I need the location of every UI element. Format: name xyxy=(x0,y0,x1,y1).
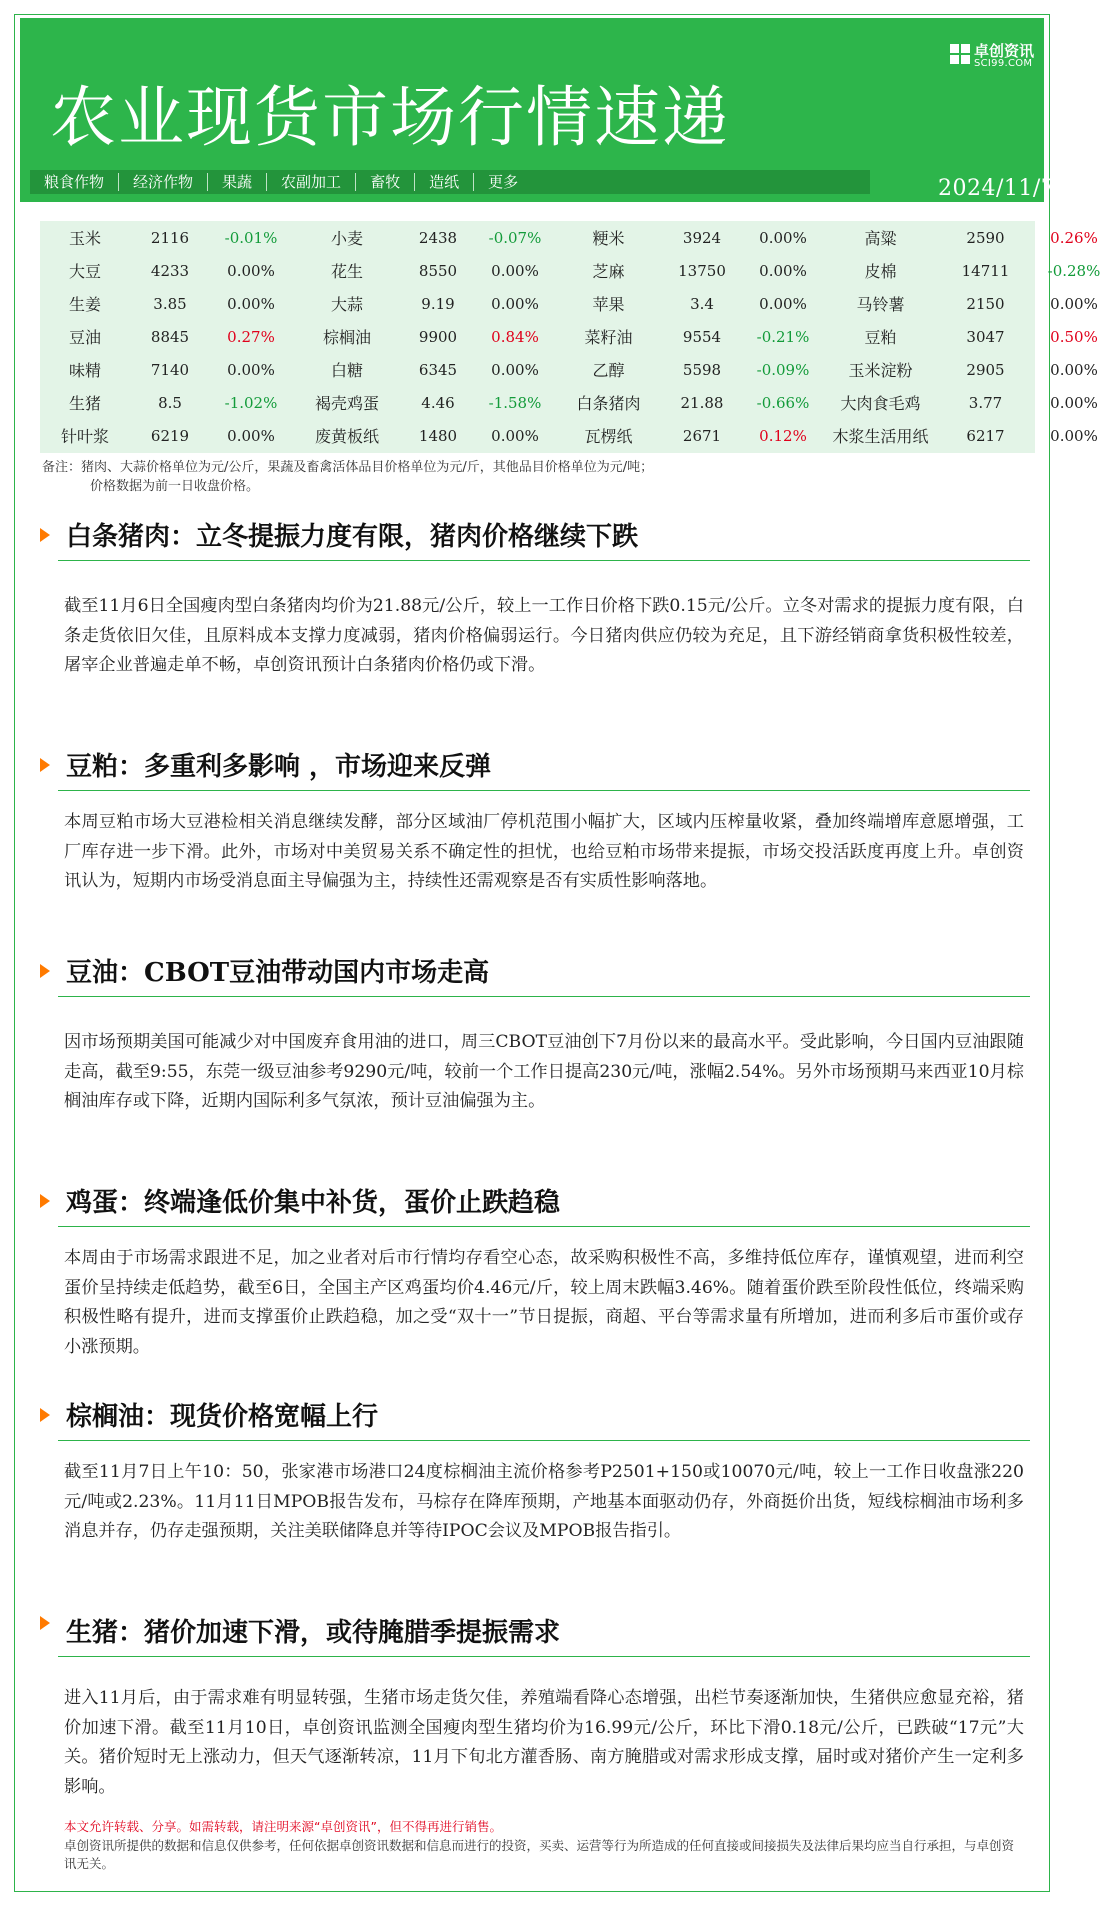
commodity-change: 0.00% xyxy=(759,294,807,313)
commodity-change: 0.84% xyxy=(491,327,539,346)
section-divider xyxy=(58,1226,1030,1227)
report-date: 2024/11/7 xyxy=(938,176,1056,201)
commodity-change: -0.07% xyxy=(488,228,542,247)
nav-item-grain[interactable]: 粮食作物 xyxy=(30,173,119,191)
commodity-price: 9900 xyxy=(418,327,458,346)
section-body: 因市场预期美国可能减少对中国废弃食用油的进口，周三CBOT豆油创下7月份以来的最高水平。受此影响，今日国内豆油跟随走高，截至9:55，东莞一级豆油参考9290元/吨，较前一个工作日提高230元/吨，涨幅2.54%。另外市场预期马来西亚10月棕榈油库存或下降，近期内国际利多气氛浓，预计豆油偏强为主。 xyxy=(64,1032,1024,1111)
price-table xyxy=(40,221,1101,453)
commodity-name: 玉米淀粉 xyxy=(848,361,913,380)
table-row xyxy=(40,287,1115,320)
commodity-price: 8845 xyxy=(150,327,190,346)
table-row xyxy=(40,254,1115,287)
commodity-change: 0.00% xyxy=(491,294,539,313)
commodity-price: 5598 xyxy=(682,360,722,379)
commodity-name: 瓦楞纸 xyxy=(584,427,633,446)
section-divider xyxy=(58,560,1030,561)
commodity-price: 21.88 xyxy=(680,393,724,412)
commodity-price: 8.5 xyxy=(158,393,182,412)
commodity-change: -1.02% xyxy=(224,393,278,412)
commodity-change: 0.00% xyxy=(1050,294,1098,313)
commodity-name: 褐壳鸡蛋 xyxy=(314,394,379,413)
disclaimer-line-1: 本文允许转载、分享。如需转载，请注明来源“卓创资讯”，但不得再进行销售。 xyxy=(64,1819,502,1834)
commodity-price: 3.85 xyxy=(153,294,187,313)
commodity-name: 木浆生活用纸 xyxy=(832,427,929,446)
commodity-change: 0.00% xyxy=(1050,360,1098,379)
commodity-change: 0.00% xyxy=(1050,393,1098,412)
commodity-name: 高粱 xyxy=(864,229,897,248)
commodity-change: 0.00% xyxy=(491,360,539,379)
commodity-name: 菜籽油 xyxy=(584,328,633,347)
disclaimer-line-2: 卓创资讯所提供的数据和信息仅供参考，任何依据卓创资讯数据和信息而进行的投资，买卖、运营等行为所造成的任何直接或间接损失及法律后果均应当自行承担，与卓创资讯无关。 xyxy=(64,1837,1015,1871)
section-marker-icon xyxy=(40,1194,50,1208)
commodity-price: 6219 xyxy=(150,426,190,445)
commodity-name: 味精 xyxy=(68,361,101,380)
commodity-change: 0.00% xyxy=(1050,426,1098,445)
commodity-name: 乙醇 xyxy=(592,361,625,380)
section-divider xyxy=(58,1440,1030,1441)
commodity-change: 0.00% xyxy=(491,426,539,445)
commodity-price: 6345 xyxy=(418,360,458,379)
section-body: 本周由于市场需求跟进不足，加之业者对后市行情均存看空心态，故采购积极性不高，多维持低位库存，谨慎观望，进而利空蛋价呈持续走低趋势，截至6日，全国主产区鸡蛋均价4.46元/斤，较上周末跌幅3.46%。随着蛋价跌至阶段性低位，终端采购积极性略有提升，进而支撑蛋价止跌趋稳，加之受“双十一”节日提振，商超、平台等需求量有所增加，进而利多后市蛋价或存小涨预期。 xyxy=(64,1248,1024,1357)
section-title: 豆油：CBOT豆油带动国内市场走高 xyxy=(66,958,490,988)
commodity-name: 皮棉 xyxy=(864,262,897,281)
table-row xyxy=(40,221,1115,254)
commodity-price: 2150 xyxy=(966,294,1005,313)
table-row xyxy=(40,386,1115,419)
commodity-price: 2905 xyxy=(966,360,1005,379)
commodity-price: 14711 xyxy=(961,261,1010,280)
section-divider xyxy=(58,790,1030,791)
section-title: 豆粕：多重利多影响 ，市场迎来反弹 xyxy=(66,752,492,782)
commodity-change: -0.66% xyxy=(756,393,810,412)
section-body: 进入11月后，由于需求难有明显转强，生猪市场走货欠佳，养殖端看降心态增强，出栏节奏逐渐加快，生猪供应愈显充裕，猪价加速下滑。截至11月10日，卓创资讯监测全国瘦肉型生猪均价为16.99元/公斤，环比下滑0.18元/公斤，已跌破“17元”大关。猪价短时无上涨动力，但天气逐渐转凉，11月下旬北方灌香肠、南方腌腊或对需求形成支撑，届时或对猪价产生一定利多影响。 xyxy=(64,1688,1024,1797)
commodity-change: 0.50% xyxy=(1050,327,1098,346)
note-line-2: 价格数据为前一日收盘价格。 xyxy=(90,479,260,494)
commodity-price: 9.19 xyxy=(421,294,455,313)
commodity-name: 废黄板纸 xyxy=(314,427,379,446)
commodity-name: 大豆 xyxy=(68,262,101,281)
section-body: 本周豆粕市场大豆港检相关消息继续发酵，部分区域油厂停机范围小幅扩大，区域内压榨量收紧，叠加终端增库意愿增强，工厂库存进一步下滑。此外，市场对中美贸易关系不确定性的担忧，也给豆粕市场带来提振，市场交投活跃度再度上升。卓创资讯认为，短期内市场受消息面主导偏强为主，持续性还需观察是否有实质性影响落地。 xyxy=(64,812,1024,891)
commodity-name: 苹果 xyxy=(592,295,625,314)
commodity-price: 3.77 xyxy=(968,393,1003,412)
commodity-change: 0.00% xyxy=(227,294,275,313)
commodity-change: 0.27% xyxy=(227,327,275,346)
commodity-name: 芝麻 xyxy=(592,262,625,281)
section-marker-icon xyxy=(40,964,50,978)
commodity-change: 0.00% xyxy=(759,261,807,280)
commodity-price: 2116 xyxy=(150,228,190,247)
commodity-price: 2590 xyxy=(966,228,1005,247)
commodity-name: 白糖 xyxy=(330,361,363,380)
section-title: 鸡蛋：终端逢低价集中补货，蛋价止跌趋稳 xyxy=(66,1188,561,1218)
category-nav xyxy=(30,170,870,194)
commodity-name: 马铃薯 xyxy=(856,295,905,314)
commodity-change: 0.00% xyxy=(491,261,539,280)
nav-item-livestock[interactable]: 畜牧 xyxy=(356,173,415,191)
commodity-price: 8550 xyxy=(418,261,458,280)
commodity-price: 1480 xyxy=(418,426,458,445)
commodity-name: 小麦 xyxy=(330,229,363,248)
commodity-name: 生猪 xyxy=(68,394,101,413)
table-row xyxy=(40,320,1115,353)
price-note xyxy=(42,458,653,496)
commodity-name: 白条猪肉 xyxy=(576,394,641,413)
commodity-price: 3924 xyxy=(682,228,722,247)
commodity-change: -0.21% xyxy=(756,327,810,346)
section-body: 截至11月7日上午10：50，张家港市场港口24度棕榈油主流价格参考P2501+150或10070元/吨，较上一工作日收盘涨220元/吨或2.23%。11月11日MPOB报告发布，马棕存在降库预期，产地基本面驱动仍存，外商挺价出货，短线棕榈油市场利多消息并存，仍存走强预期，关注美联储降息并等待IPOC会议及MPOB报告指引。 xyxy=(64,1462,1024,1541)
commodity-price: 3047 xyxy=(966,327,1005,346)
commodity-name: 大蒜 xyxy=(330,295,363,314)
table-row xyxy=(40,419,1115,452)
commodity-name: 玉米 xyxy=(68,229,101,248)
commodity-name: 豆粕 xyxy=(864,328,897,347)
section-marker-icon xyxy=(40,758,50,772)
commodity-change: 0.00% xyxy=(227,426,275,445)
commodity-change: 0.00% xyxy=(227,261,275,280)
commodity-change: -1.58% xyxy=(488,393,542,412)
commodity-price: 9554 xyxy=(682,327,722,346)
commodity-change: 0.00% xyxy=(759,228,807,247)
logo-name: 卓创资讯 xyxy=(974,42,1035,60)
commodity-price: 4233 xyxy=(150,261,190,280)
section-body: 截至11月6日全国瘦肉型白条猪肉均价为21.88元/公斤，较上一工作日价格下跌0.15元/公斤。立冬对需求的提振力度有限，白条走货依旧欠佳，且原料成本支撑力度减弱，猪肉价格偏弱运行。今日猪肉供应仍较为充足，且下游经销商拿货积极性较差，屠宰企业普遍走单不畅，卓创资讯预计白条猪肉价格仍或下滑。 xyxy=(64,596,1024,675)
section-divider xyxy=(58,996,1030,997)
section-marker-icon xyxy=(40,1408,50,1422)
section-marker-icon xyxy=(40,1616,50,1630)
commodity-price: 13750 xyxy=(678,261,726,280)
commodity-name: 针叶浆 xyxy=(60,427,109,446)
commodity-change: -0.28% xyxy=(1047,261,1101,280)
commodity-change: 0.00% xyxy=(227,360,275,379)
commodity-change: 0.26% xyxy=(1050,228,1098,247)
commodity-price: 6217 xyxy=(966,426,1005,445)
nav-item-paper[interactable]: 造纸 xyxy=(415,173,474,191)
section-divider xyxy=(58,1656,1030,1657)
nav-item-fruit-veg[interactable]: 果蔬 xyxy=(208,173,267,191)
page-title: 农业现货市场行情速递 xyxy=(50,79,730,156)
section-title: 生猪：猪价加速下滑，或待腌腊季提振需求 xyxy=(66,1618,561,1648)
commodity-change: -0.01% xyxy=(224,228,278,247)
table-row xyxy=(40,353,1115,386)
nav-item-cash-crops[interactable]: 经济作物 xyxy=(119,173,208,191)
commodity-name: 豆油 xyxy=(68,328,101,347)
nav-item-processing[interactable]: 农副加工 xyxy=(267,173,356,191)
logo-icon xyxy=(950,44,970,64)
disclaimer xyxy=(64,1818,1014,1874)
commodity-name: 生姜 xyxy=(68,295,101,314)
note-line-1: 备注：猪肉、大蒜价格单位为元/公斤，果蔬及畜禽活体品目价格单位为元/斤，其他品目价格单位为元/吨； xyxy=(42,460,654,475)
commodity-price: 7140 xyxy=(150,360,190,379)
commodity-name: 大肉食毛鸡 xyxy=(840,394,921,413)
section-title: 白条猪肉：立冬提振力度有限，猪肉价格继续下跌 xyxy=(66,522,639,552)
commodity-name: 粳米 xyxy=(592,229,625,248)
commodity-change: -0.09% xyxy=(756,360,810,379)
section-title: 棕榈油：现货价格宽幅上行 xyxy=(66,1402,379,1432)
commodity-price: 3.4 xyxy=(690,294,714,313)
section-marker-icon xyxy=(40,528,50,542)
commodity-price: 2438 xyxy=(418,228,458,247)
commodity-price: 4.46 xyxy=(421,393,455,412)
commodity-change: 0.12% xyxy=(759,426,807,445)
commodity-price: 2671 xyxy=(682,426,722,445)
nav-item-more[interactable]: 更多 xyxy=(488,173,519,191)
commodity-name: 棕榈油 xyxy=(322,328,371,347)
logo-url: SCI99.COM xyxy=(974,58,1033,69)
commodity-name: 花生 xyxy=(330,262,363,281)
